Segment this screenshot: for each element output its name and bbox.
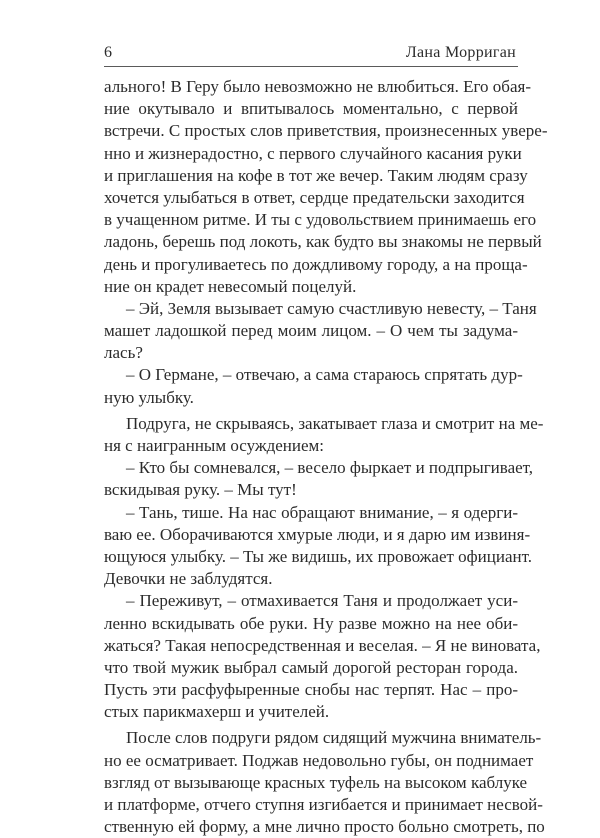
text-line: лась? [104,343,143,363]
text-line: жаться? Такая непосредственная и веселая. – Я не виновата, [104,635,541,655]
text-line: ние окутывало и впитывалось моментально, с первой [104,99,518,119]
text-line: ние он крадет невесомый поцелуй. [104,276,357,296]
text-line: ленно вскидывать обе руки. Ну разве можно на нее оби- [104,613,518,633]
body-text [104,76,548,838]
page-header [104,40,518,67]
text-line: но ее осматривает. Поджав недовольно губы, он поднимает [104,750,534,770]
text-line: день и прогуливаетесь по дождливому городу, а на проща- [104,254,528,274]
text-line: Пусть эти расфуфыренные снобы нас терпят. Нас – про- [104,680,518,700]
text-line: Девочки не заблудятся. [104,569,273,589]
text-line: что твой мужик выбрал самый дорогой ресторан города. [104,657,518,677]
text-line: хочется улыбаться в ответ, сердце предательски заходится [104,187,525,207]
text-line: ющуюся улыбку. – Ты же видишь, их провожает официант. [104,546,533,566]
running-head-author: Лана Морриган [405,44,516,61]
text-line: – Тань, тише. На нас обращают внимание, – я одерги- [126,502,518,522]
text-line: и платформе, отчего ступня изгибается и принимает несвой- [104,795,543,814]
text-line: ную улыбку. [104,387,194,407]
text-line: ственную ей форму, а мне лично просто больно смотреть, по [104,817,545,837]
text-line: ального! В Геру было невозможно не влюбиться. Его обая- [104,77,531,96]
text-line: ня с наигранным осуждением: [104,436,325,455]
text-line: в учащенном ритме. И ты с удовольствием принимаешь его [104,210,537,230]
text-line: ваю ее. Оборачиваются хмурые люди, и я дарю им извиня- [104,524,531,544]
text-line: стых парикмахерш и учителей. [104,702,330,722]
text-line: взгляд от вызывающе красных туфель на высоком каблуке [104,772,528,792]
text-line: встречи. С простых слов приветствия, произнесенных увере- [104,121,548,141]
text-line: и приглашения на кофе в тот же вечер. Таким людям сразу [104,165,528,185]
text-line: ладонь, берешь под локоть, как будто вы знакомы не первый [104,232,542,252]
text-line: – Переживут, – отмахивается Таня и продолжает уси- [126,591,518,611]
text-line: – Эй, Земля вызывает самую счастливую невесту, – Таня [126,298,537,318]
text-line: вскидывая руку. – Мы тут! [104,480,297,500]
text-line: машет ладошкой перед моим лицом. – О чем ты задума- [104,321,518,341]
text-line: нно и жизнерадостно, с первого случайного касания руки [104,143,522,163]
text-line: – О Германе, – отвечаю, а сама стараюсь спрятать дур- [126,365,523,385]
page-number: 6 [104,44,112,61]
text-line: После слов подруги рядом сидящий мужчина вниматель- [126,728,542,748]
text-line: – Кто бы сомневался, – весело фыркает и подпрыгивает, [126,458,534,478]
text-line: Подруга, не скрываясь, закатывает глаза и смотрит на ме- [126,413,544,433]
